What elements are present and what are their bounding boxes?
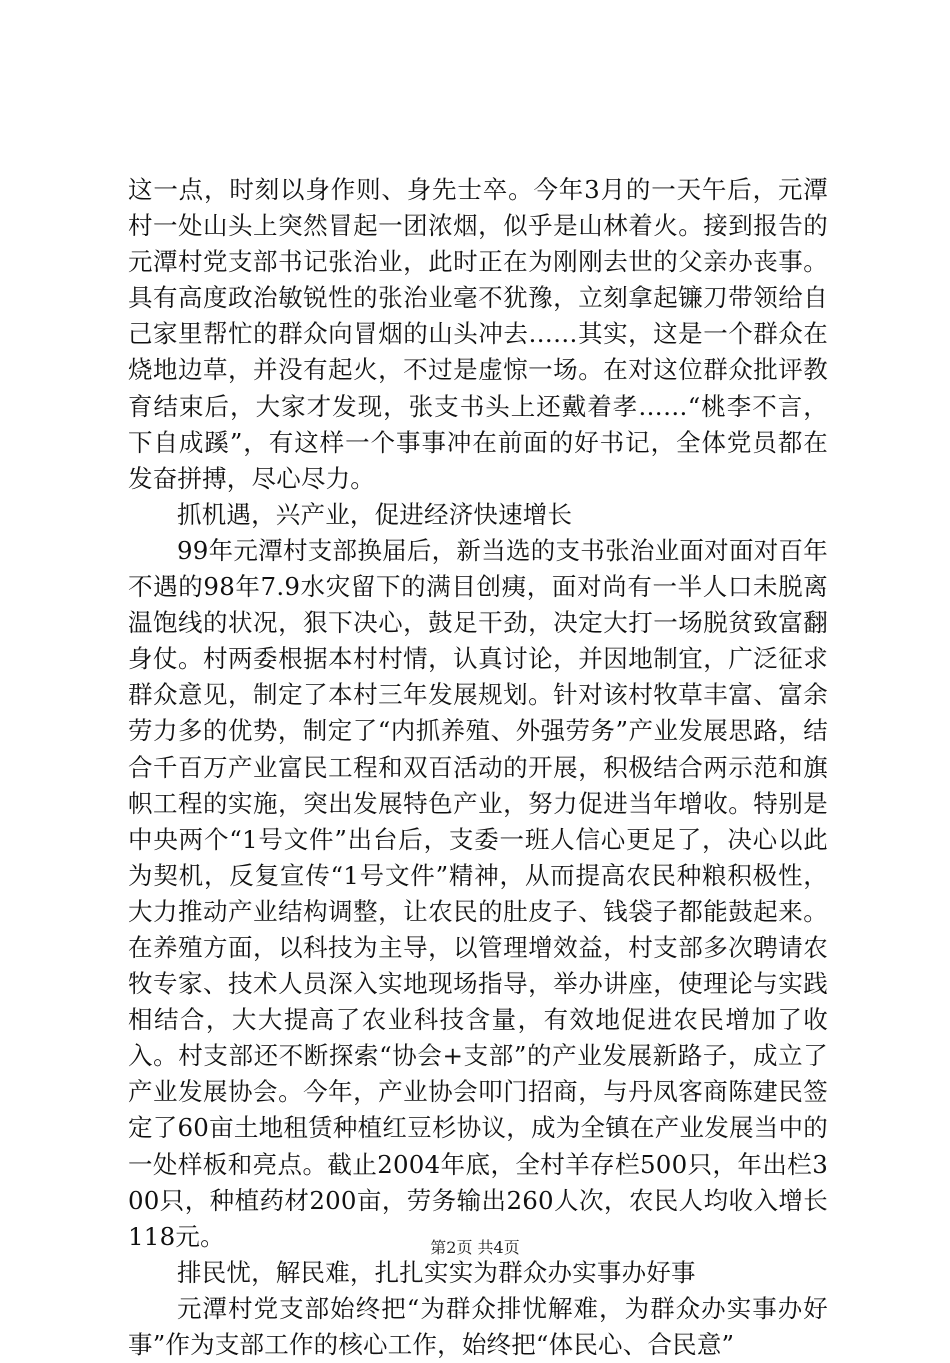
paragraph-leadership-example: 这一点，时刻以身作则、身先士卒。今年3月的一天午后，元潭村一处山头上突然冒起一团浓烟，似乎是山林着火。接到报告的元潭村党支部书记张治业，此时正在为刚刚去世的父亲办丧事。具有高度政治敏锐性的张治业毫不犹豫，立刻拿起镰刀带领给自己家里帮忙的群众向冒烟的山头冲去……其实，这是一个群众在烧地边草，并没有起火，不过是虚惊一场。在对这位群众批评教育结束后，大家才发现，张支书头上还戴着孝……“桃李不言，下自成蹊”，有这样一个事事冲在前面的好书记，全体党员都在发奋拼搏，尽心尽力。: [128, 175, 828, 493]
section-heading-industry: 抓机遇，兴产业，促进经济快速增长: [177, 499, 573, 529]
paragraph-industry-development: 99年元潭村支部换届后，新当选的支书张治业面对面对百年不遇的98年7.9水灾留下的满目创痍，面对尚有一半人口未脱离温饱线的状况，狠下决心，鼓足干劲，决定大打一场脱贫致富翻身仗。村两委根据本村村情，认真讨论，并因地制宜，广泛征求群众意见，制定了本村三年发展规划。针对该村牧草丰富、富余劳力多的优势，制定了“内抓养殖、外强劳务”产业发展思路，结合千百万产业富民工程和双百活动的开展，积极结合两示范和旗帜工程的实施，突出发展特色产业，努力促进当年增收。特别是中央两个“1号文件”出台后，支委一班人信心更足了，决心以此为契机，反复宣传“1号文件”精神，从而提高农民种粮积极性，大力推动产业结构调整，让农民的肚皮子、钱袋子都能鼓起来。在养殖方面，以科技为主导，以管理增效益，村支部多次聘请农牧专家、技术人员深入实地现场指导，举办讲座，使理论与实践相结合，大大提高了农业科技含量，有效地促进农民增加了收入。村支部还不断探索“协会+支部”的产业发展新路子，成立了产业发展协会。今年，产业协会叩门招商，与丹凤客商陈建民签定了60亩土地租赁种植红豆杉协议，成为全镇在产业发展当中的一处样板和亮点。截止2004年底，全村羊存栏500只，年出栏300只，种植药材200亩，劳务输出260人次，农民人均收入增长118元。: [128, 535, 828, 1251]
paragraph-public-service: 元潭村党支部始终把“为群众排忧解难，为群众办实事办好事”作为支部工作的核心工作，始终把“体民心、合民意”: [128, 1293, 828, 1359]
section-heading-public-service: 排民忧，解民难，扎扎实实为群众办实事办好事: [177, 1257, 696, 1287]
page-footer: 第2页 共4页: [430, 1238, 520, 1257]
document-body: [128, 172, 828, 1363]
